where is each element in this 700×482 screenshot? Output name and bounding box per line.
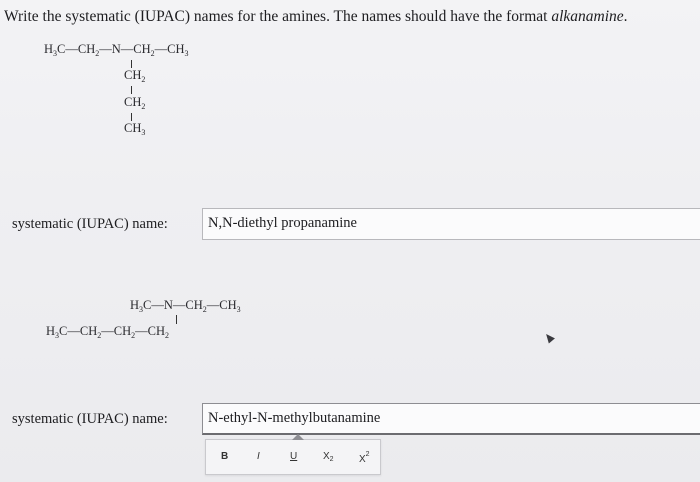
answer-1-input[interactable]: [202, 208, 700, 240]
underline-button[interactable]: U: [290, 451, 298, 462]
bond-line: [176, 315, 177, 324]
molecule-1-branch-ch2-b: $CH_2$: [124, 95, 146, 111]
answer-2-label: systematic (IUPAC) name:: [12, 411, 168, 427]
question-text: Write the systematic (IUPAC) names for the amines. The names should have the format alkanamine.: [4, 8, 628, 25]
subscript-button[interactable]: $X_2$: [323, 451, 334, 463]
bond-line: [131, 60, 132, 68]
bold-button[interactable]: B: [221, 451, 229, 462]
molecule-1-branch-ch2-a: $CH_2$: [124, 68, 146, 84]
italic-button[interactable]: I: [257, 451, 260, 462]
question-emphasis: alkanamine: [551, 8, 624, 25]
molecule-1-main-chain: $H_3C—CH_2—N—CH_2—CH_3$: [44, 42, 189, 58]
molecule-2-top-chain: $H_3C—N—CH_2—CH_3$: [130, 298, 241, 314]
answer-1-label: systematic (IUPAC) name:: [12, 216, 168, 232]
answer-2-input[interactable]: [202, 403, 700, 435]
answer-1-value: N,N-diethyl propanamine: [208, 215, 357, 231]
answer-2-value: N-ethyl-N-methylbutanamine: [208, 410, 381, 426]
bond-line: [131, 86, 132, 94]
mouse-cursor-icon: [543, 331, 555, 343]
bond-line: [131, 113, 132, 121]
molecule-1-branch-ch3: $CH_3$: [124, 121, 146, 137]
formatting-toolbar: [205, 439, 381, 475]
superscript-button[interactable]: $X^2$: [359, 451, 370, 465]
molecule-2-bottom-chain: $H_3C—CH_2—CH_2—CH_2$: [46, 324, 169, 340]
